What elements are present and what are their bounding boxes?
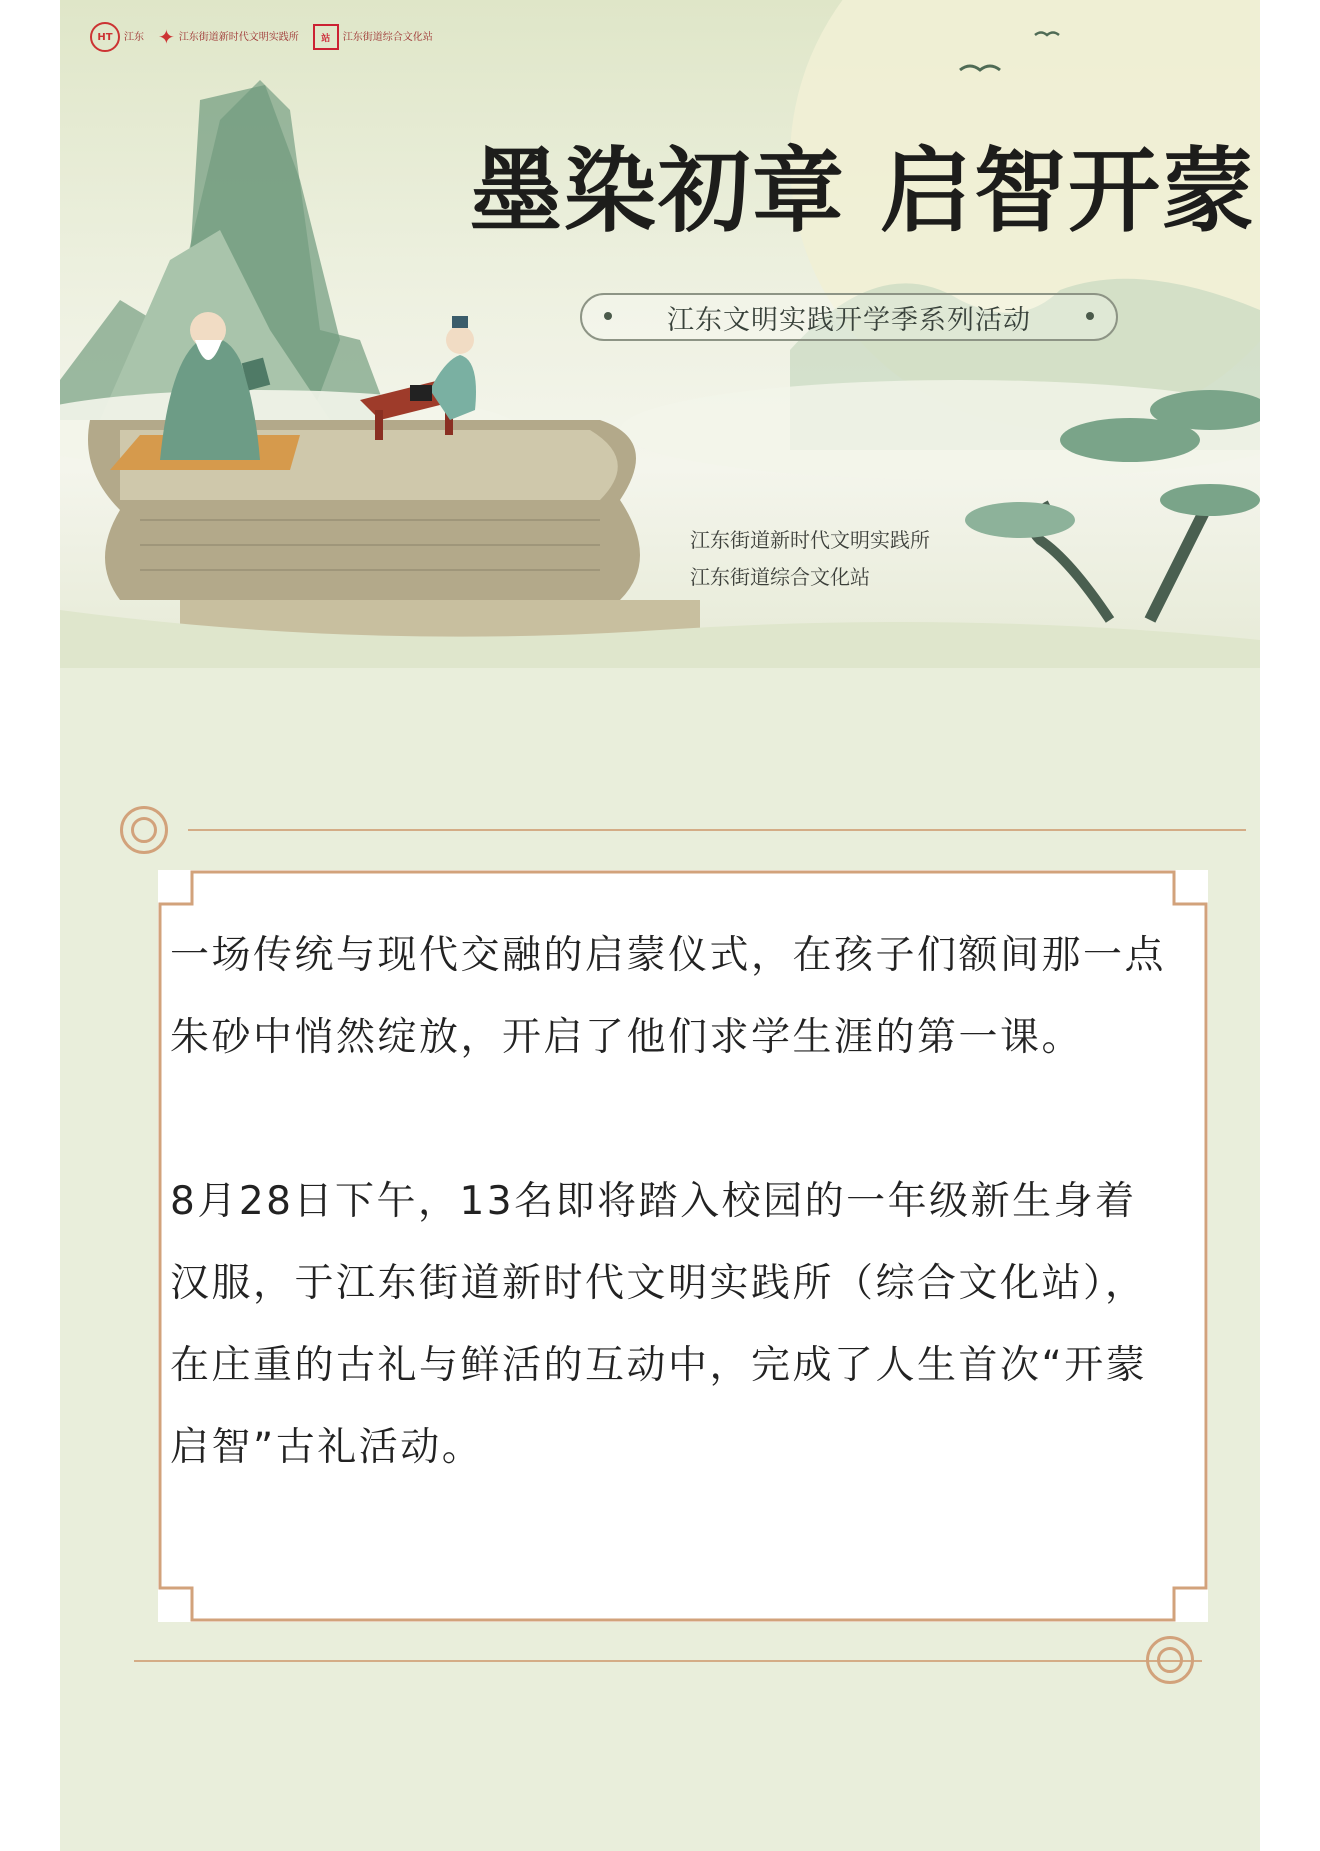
logo-practice-center — [158, 25, 299, 49]
banner-subtitle — [580, 293, 1118, 341]
bottom-ring-ornament — [1146, 1636, 1194, 1684]
logo-jiangdong — [90, 22, 144, 52]
paragraph: 8月28日下午，13名即将踏入校园的一年级新生身着汉服，于江东街道新时代文明实践所（综合文化站），在庄重的古礼与鲜活的互动中，完成了人生首次“开蒙启智”古礼活动。 — [170, 1179, 1148, 1470]
logo-bar — [90, 22, 433, 52]
logo-text: 江东街道新时代文明实践所 — [178, 31, 299, 43]
paragraph: 一场传统与现代交融的启蒙仪式，在孩子们额间那一点朱砂中悄然绽放，开启了他们求学生涯的第一课。 — [170, 933, 1167, 1060]
article-body — [170, 915, 1170, 1489]
logo-text: 江东街道综合文化站 — [342, 31, 433, 43]
top-divider — [188, 829, 1246, 831]
logo-station-icon: 站 — [313, 24, 339, 50]
logo-ht-icon: HT — [90, 22, 120, 52]
organizer-line: 江东街道综合文化站 — [690, 565, 870, 589]
dot-icon — [1086, 312, 1094, 320]
subtitle-text: 江东文明实践开学季系列活动 — [667, 304, 1031, 336]
logo-runner-icon: ✦ — [158, 25, 175, 49]
logo-culture-station — [313, 24, 433, 50]
organizer-line: 江东街道新时代文明实践所 — [690, 528, 930, 552]
bottom-divider — [134, 1660, 1202, 1662]
banner-title: 墨染初章 启智开蒙 — [470, 137, 1257, 245]
top-ring-ornament — [120, 806, 168, 854]
organizer-block — [690, 522, 930, 596]
article-page — [60, 0, 1260, 1851]
logo-text: 江东 — [124, 31, 144, 43]
dot-icon — [604, 312, 612, 320]
header-banner — [60, 0, 1260, 668]
